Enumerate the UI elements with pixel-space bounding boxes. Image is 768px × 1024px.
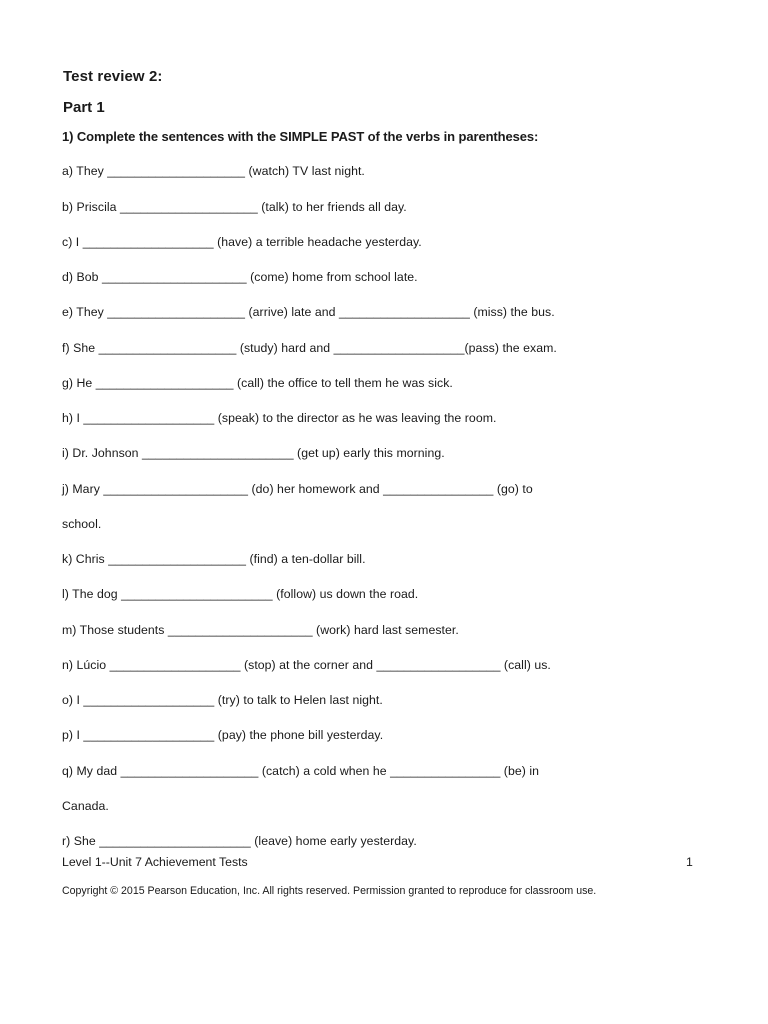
- part-heading: Part 1: [63, 99, 105, 116]
- exercise-item-o: o) I ___________________ (try) to talk to Helen last night.: [62, 693, 383, 707]
- footer-unit-label: Level 1--Unit 7 Achievement Tests: [62, 855, 248, 869]
- exercise-item-j: j) Mary _____________________ (do) her homework and ________________ (go) to: [62, 482, 533, 496]
- exercise-item-m: m) Those students _____________________ (work) hard last semester.: [62, 623, 459, 637]
- exercise-item-c: c) I ___________________ (have) a terrible headache yesterday.: [62, 235, 422, 249]
- exercise-item-a: a) They ____________________ (watch) TV last night.: [62, 164, 365, 178]
- exercise-item-g: g) He ____________________ (call) the office to tell them he was sick.: [62, 376, 453, 390]
- exercise-item-f: f) She ____________________ (study) hard and ___________________(pass) the exam.: [62, 341, 557, 355]
- exercise-item-r: r) She ______________________ (leave) home early yesterday.: [62, 834, 417, 848]
- exercise-item-q-continuation: Canada.: [62, 799, 109, 813]
- exercise-item-q: q) My dad ____________________ (catch) a cold when he ________________ (be) in: [62, 764, 540, 778]
- exercise-item-d: d) Bob _____________________ (come) home from school late.: [62, 270, 418, 284]
- document-title: Test review 2:: [63, 68, 163, 85]
- exercise-item-h: h) I ___________________ (speak) to the director as he was leaving the room.: [62, 411, 497, 425]
- footer-copyright: Copyright © 2015 Pearson Education, Inc. All rights reserved. Permission granted to reproduce for classroom use.: [62, 885, 597, 897]
- footer-page-number: 1: [686, 855, 693, 869]
- exercise-item-e: e) They ____________________ (arrive) late and ___________________ (miss) the bus.: [62, 305, 555, 319]
- exercise-item-n: n) Lúcio ___________________ (stop) at the corner and __________________ (call) us.: [62, 658, 551, 672]
- exercise-instruction: 1) Complete the sentences with the SIMPLE PAST of the verbs in parentheses:: [62, 129, 539, 144]
- exercise-item-k: k) Chris ____________________ (find) a ten-dollar bill.: [62, 552, 366, 566]
- exercise-item-b: b) Priscila ____________________ (talk) to her friends all day.: [62, 200, 407, 214]
- exercise-item-i: i) Dr. Johnson ______________________ (get up) early this morning.: [62, 446, 445, 460]
- exercise-item-p: p) I ___________________ (pay) the phone bill yesterday.: [62, 728, 384, 742]
- exercise-item-l: l) The dog ______________________ (follow) us down the road.: [62, 587, 419, 601]
- exercise-item-j-continuation: school.: [62, 517, 102, 531]
